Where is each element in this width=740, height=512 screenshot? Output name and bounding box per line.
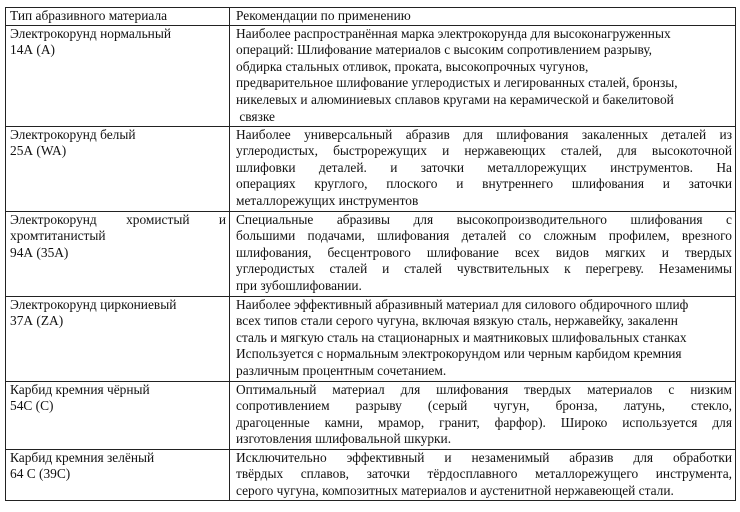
recommendation-line: никелевых и алюминиевых сплавов кругами на керамической и бакелитовой	[236, 91, 674, 107]
recommendation-line: шлифовки деталей. и заточки металлорежущих инструментов. На	[236, 159, 732, 175]
recommendation-line: изготовления шлифовальной шкурки.	[236, 431, 452, 447]
recommendation-line: Оптимальный материал для шлифования твердых материалов с низким	[236, 381, 732, 397]
material-code: 64 С (39С)	[10, 466, 71, 482]
material-name: Электрокорунд нормальный	[10, 25, 172, 41]
recommendation-line: большими подачами, шлифования деталей со сложным профилем, врезного	[236, 228, 732, 244]
material-code: 54С (С)	[10, 398, 54, 414]
recommendation-line: операциях круглого, плоского и внутреннего шлифования и заточки	[236, 176, 732, 192]
recommendation-line: различным процентным сочетанием.	[236, 362, 447, 378]
recommendation-line: сталь и мягкую сталь на стационарных и маятниковых шлифовальных станках	[236, 329, 687, 345]
recommendation-line: всех типов стали серого чугуна, включая вязкую сталь, нержавейку, закаленн	[236, 313, 678, 329]
material-code: 94А (35А)	[10, 244, 69, 260]
recommendation-line: сопротивлением разрыву (серый чугун, бронза, латунь, стекло,	[236, 398, 732, 414]
recommendation-line: Наиболее универсальный абразив для шлифования закаленных деталей из	[236, 126, 732, 142]
recommendation-line: углеродистых, быстрорежущих и нержавеющих сталей, для высокоточной	[236, 143, 732, 159]
material-code: 37А (ZA)	[10, 313, 64, 329]
material-name-cell	[6, 25, 230, 126]
recommendation-line: Используется с нормальным электрокорундом или черным карбидом кремния	[236, 346, 682, 362]
recommendation-line: серого чугуна, композитных материалов и аустенитной нержавеющей стали.	[236, 482, 674, 498]
recommendation-line: углеродистых сталей и сталей чувствительных к перегреву. Незаменимы	[236, 261, 732, 277]
material-name-cell	[6, 126, 230, 211]
recommendation-line: шлифования, бесцентрового шлифование всех видов мягких и твердых	[236, 244, 732, 260]
recommendation-line: предварительное шлифование углеродистых и легированных сталей, бронзы,	[236, 75, 678, 91]
recommendation-line: Наиболее распространённая марка электрокорунда для высоконагруженных	[236, 25, 671, 41]
abrasive-materials-table	[5, 7, 736, 501]
recommendation-line: металлорежущих инструментов	[236, 192, 419, 208]
material-name-cell	[6, 449, 230, 500]
material-name: Карбид кремния чёрный	[10, 381, 150, 397]
table-row	[6, 449, 736, 500]
header-type: Тип абразивного материала	[6, 8, 230, 26]
recommendation-cell	[230, 126, 736, 211]
material-code: 14А (А)	[10, 42, 55, 58]
material-name-cell	[6, 381, 230, 449]
material-name: Электрокорунд хромистый и	[10, 211, 226, 227]
recommendation-cell	[230, 381, 736, 449]
recommendation-line: при зубошлифовании.	[236, 277, 362, 293]
material-name-cell	[6, 296, 230, 381]
recommendation-line: Исключительно эффективный и незаменимый абразив для обработки	[236, 449, 732, 465]
material-name: Электрокорунд белый	[10, 126, 136, 142]
recommendation-line: операций: Шлифование материалов с высоким сопротивлением разрыву,	[236, 42, 653, 58]
table-row	[6, 381, 736, 449]
recommendation-cell	[230, 211, 736, 296]
material-name-cell	[6, 211, 230, 296]
material-code: 25А (WA)	[10, 143, 67, 159]
recommendation-line: связке	[236, 108, 276, 124]
header-recommendations: Рекомендации по применению	[230, 8, 736, 26]
recommendation-line: драгоценные камни, мрамор, гранит, фарфор). Широко используется для	[236, 414, 732, 430]
table-row	[6, 296, 736, 381]
table-row	[6, 25, 736, 126]
table-header-row	[6, 8, 736, 26]
recommendation-line: Наиболее эффективный абразивный материал для силового обдирочного шлиф	[236, 296, 689, 312]
recommendation-line: твёрдых сплавов, заточки тёрдосплавного металлорежущего инструмента,	[236, 466, 732, 482]
material-name-cont: хромтитанистый	[10, 228, 106, 244]
table-row	[6, 211, 736, 296]
recommendation-line: Специальные абразивы для высокопроизводительного шлифования с	[236, 211, 732, 227]
recommendation-cell	[230, 449, 736, 500]
material-name: Электрокорунд циркониевый	[10, 296, 177, 312]
material-name: Карбид кремния зелёный	[10, 449, 155, 465]
recommendation-cell	[230, 296, 736, 381]
recommendation-line: обдирка стальных отливок, проката, высокопрочных чугунов,	[236, 58, 589, 74]
table-row	[6, 126, 736, 211]
recommendation-cell	[230, 25, 736, 126]
